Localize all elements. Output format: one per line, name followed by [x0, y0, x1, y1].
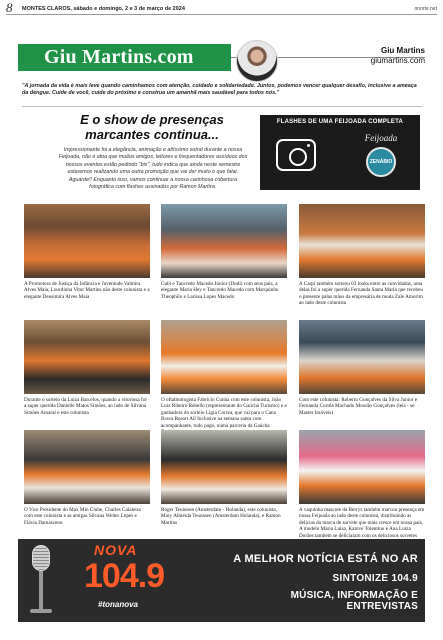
photo-caption-2: Gabi e Tancredo Macedo Júnior (Dudi) com seus pais, a elegante Maria Hey e Tancredo Macedo com Marquinho Theophilo e Larissa Lopes Macedo	[161, 281, 279, 300]
radio-logo	[84, 542, 166, 620]
page-number: 8	[6, 0, 13, 15]
radio-hashtag: #tonanova	[98, 600, 139, 609]
photo-6	[299, 320, 425, 394]
photo-caption-6: Com este colunista: Roberto Gonçalves da Silva Junior e Fernanda Corrêa Machado Mourão Gonçalves (leia - se Master Imóveis)	[299, 397, 418, 416]
ad-tuning: SINTONIZE 104.9	[332, 573, 418, 584]
promo-title: FLASHES DE UMA FEIJOADA COMPLETA	[276, 119, 404, 125]
divider	[22, 106, 422, 107]
photo-1	[24, 204, 150, 278]
photo-caption-9: A vaquinha mascote da Berrys também marcou presença em nossa Feijoada ao lado deste colunista, distribuindo as delícias da marca de sorvete que mais cresce em nossa país. A modelo Maria Luisa, Kamve Tolentino e Ana Luiza Dorães também se deliciaram com os deliciosos sorvetes	[299, 507, 425, 539]
photo-caption-7: O Vice Presidente do Max Min Clube, Charles Calaleira com este colunista e as amigas Silvana Welter Lopes e Flávia Damasceno	[24, 507, 141, 526]
photo-2	[161, 204, 287, 278]
microphone-icon	[28, 545, 54, 615]
photo-9	[299, 430, 425, 504]
photo-7	[24, 430, 150, 504]
feijoada-logo	[358, 133, 404, 185]
photo-caption-5: O oftalmologista Fabrício Cunha com este colunista, João Luiz Ribeiro Rebello (representante do Gaúcha Turismo) e a ganhadora do sorteio Ligia Correa, que vai para o Cana Brava Resort All Inclusive na semana santa com acompanhante, tudo pago, numa parceria da Gaúcha	[161, 397, 287, 429]
promo-box	[260, 115, 420, 190]
dateline: MONTES CLAROS, sábado e domingo, 2 e 3 de março de 2024	[22, 6, 185, 12]
page-header	[6, 2, 437, 15]
photo-caption-1: A Promotora de Justiça da Infância e Juventude Valmira Alves Maia, Lourdinha Vitor Martins não deste colunista e a elegante Deusimira Alves Maia	[24, 281, 150, 300]
article-headline: E o show de presenças marcantes continua...	[80, 112, 224, 142]
author-photo	[236, 40, 278, 82]
camera-icon	[276, 139, 316, 171]
author-name: Giu Martins	[380, 46, 425, 55]
radio-advertisement	[18, 539, 425, 622]
logo-script: Feijoada	[364, 133, 398, 143]
photo-4	[24, 320, 150, 394]
photo-caption-4: Durante o sorteio da Luiza Barcelos, quando a vitoriosa foi a super querida Danielle Matos Simões, ao lado de Silvana Simões Amaral e este colunista	[24, 397, 147, 416]
logo-badge	[366, 147, 396, 177]
radio-brand: NOVA	[94, 542, 138, 558]
photo-8	[161, 430, 287, 504]
article-intro: Impressionante foi a elegância, animação e altíssimo astral durante a nossa Feijoada, não é atoa que muitos amigos, leitores e frequentadores assíduos dos nossos eventos estão pedindo "bis", tudo indica que ainda neste semestre estaremos realizando uma outra promoção que vai dar muito o que falar. Aguarde!! Enquanto isso, vamos continuar a nossa carinhosa cobertura fotográfica com flashes assinados por Ramon Martins.	[58, 147, 248, 191]
column-banner	[18, 44, 231, 71]
photo-5	[161, 320, 287, 394]
column-title: Giu Martins.com	[44, 46, 194, 68]
author-url: giumartins.com	[370, 56, 425, 65]
site-url: onorte.net	[414, 6, 437, 12]
photo-caption-3: A Carpi também sorteou 03 looks entre as convidadas, uma delas foi a super querida Fernanda Santa Maria que recebeu o presente palas mãos da empresária de moda Zale Amorim ao lado deste colunista	[299, 281, 424, 307]
photo-3	[299, 204, 425, 278]
radio-frequency: 104.9	[84, 557, 165, 595]
photo-caption-8: Roger Teunssen (Amsterdam - Holanda), este colunista, Mary Almeida Teunssen (Amsterdam Holanda), e Ramon Martins	[161, 507, 281, 526]
quote-text: "A jornada da vida é mais leve quando caminhamos com atenção, cuidado e solidariedade. Juntos, podemos vencer qualquer desafio, inclusive a ameaça da dengue. Cuide de você, cuide do próximo e construa um amanhã mais saudável para todos nós."	[22, 83, 417, 96]
ad-headline: A MELHOR NOTÍCIA ESTÁ NO AR	[233, 553, 418, 565]
logo-badge-text: ZENÁBIO	[369, 159, 393, 165]
ad-tagline: MÚSICA, INFORMAÇÃO E ENTREVISTAS	[290, 590, 418, 612]
